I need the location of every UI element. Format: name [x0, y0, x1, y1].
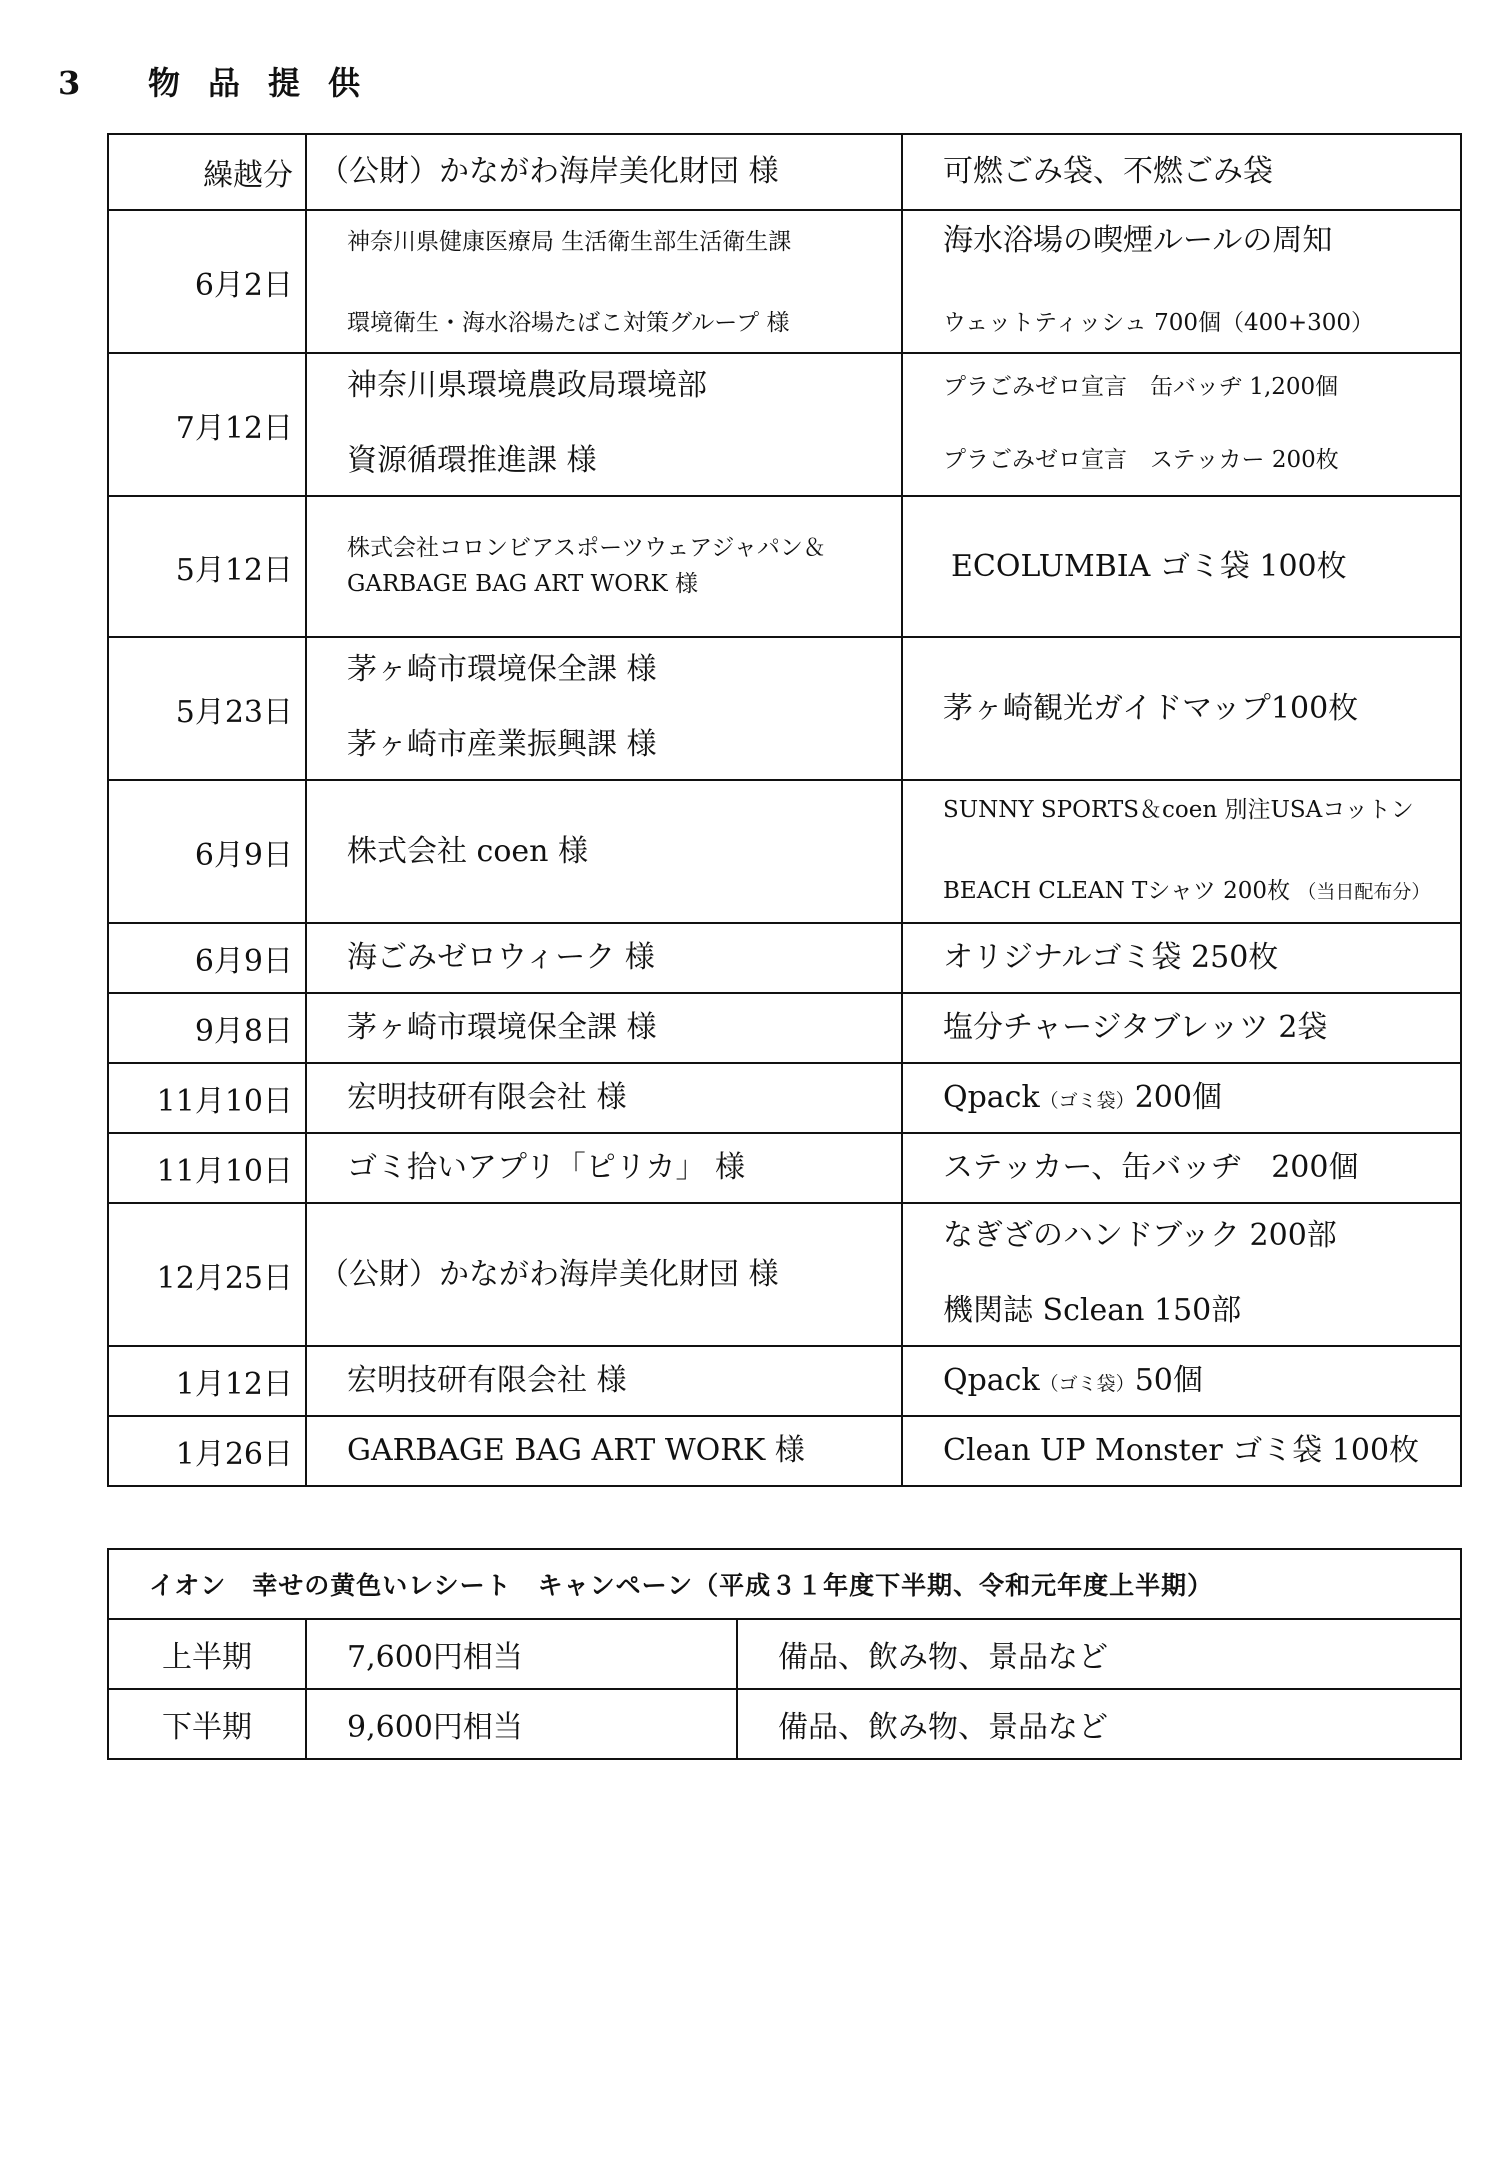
- table-row: [108, 134, 1461, 210]
- item-line: 海水浴場の喫煙ルールの周知: [943, 223, 1333, 258]
- campaign-period: （平成３１年度下半期、令和元年度上半期）: [693, 1571, 1214, 1600]
- item-line: BEACH CLEAN Tシャツ 200枚 （当日配布分）: [943, 878, 1431, 905]
- item-cell: オリジナルゴミ袋 250枚: [902, 923, 1461, 993]
- table-row: [108, 993, 1461, 1063]
- date-cell: 7月12日: [108, 353, 306, 496]
- date-cell: 6月9日: [108, 780, 306, 923]
- item-line: ウェットティッシュ 700個（400+300）: [943, 310, 1375, 337]
- section-heading: [58, 58, 388, 104]
- org-cell: 茅ヶ崎市環境保全課 様: [306, 993, 902, 1063]
- org-line: 茅ヶ崎市環境保全課 様: [347, 652, 657, 687]
- period-cell: 下半期: [108, 1689, 306, 1759]
- campaign-caption: イオン 幸せの黄色いレシート キャンペーン（平成３１年度下半期、令和元年度上半期）: [108, 1549, 1461, 1619]
- table-row: [108, 923, 1461, 993]
- org-line: 茅ヶ崎市産業振興課 様: [347, 727, 657, 762]
- item-line: プラごみゼロ宣言 ステッカー 200枚: [943, 447, 1339, 474]
- goods-cell: 備品、飲み物、景品など: [737, 1619, 1461, 1689]
- date-cell: 6月2日: [108, 210, 306, 353]
- table-row: [108, 780, 1461, 923]
- date-cell: 5月23日: [108, 637, 306, 780]
- item-cell: ECOLUMBIA ゴミ袋 100枚: [902, 496, 1461, 637]
- date-cell: 11月10日: [108, 1063, 306, 1133]
- goods-cell: 備品、飲み物、景品など: [737, 1689, 1461, 1759]
- item-cell: [902, 353, 1461, 496]
- org-cell: 海ごみゼロウィーク 様: [306, 923, 902, 993]
- table-row: [108, 637, 1461, 780]
- item-cell: 塩分チャージタブレッツ 2袋: [902, 993, 1461, 1063]
- date-cell: 9月8日: [108, 993, 306, 1063]
- table-row: [108, 1133, 1461, 1203]
- item-line: 機関誌 Sclean 150部: [943, 1293, 1242, 1328]
- item-cell: Clean UP Monster ゴミ袋 100枚: [902, 1416, 1461, 1486]
- table-row: [108, 1689, 1461, 1759]
- org-cell: [306, 637, 902, 780]
- date-cell: 1月12日: [108, 1346, 306, 1416]
- org-cell: ゴミ拾いアプリ「ピリカ」 様: [306, 1133, 902, 1203]
- org-cell: [306, 496, 902, 637]
- org-cell: [306, 353, 902, 496]
- org-cell: GARBAGE BAG ART WORK 様: [306, 1416, 902, 1486]
- donations-table: [107, 133, 1462, 1487]
- org-cell: （公財）かながわ海岸美化財団 様: [306, 134, 902, 210]
- amount-cell: 7,600円相当: [306, 1619, 737, 1689]
- table-row: [108, 1416, 1461, 1486]
- table-row: [108, 1346, 1461, 1416]
- section-number: 3: [58, 64, 81, 102]
- item-line: プラごみゼロ宣言 缶バッヂ 1,200個: [943, 374, 1339, 400]
- table-caption-row: [108, 1549, 1461, 1619]
- item-cell: Qpack（ゴミ袋）50個: [902, 1346, 1461, 1416]
- table-row: [108, 1063, 1461, 1133]
- date-cell: 1月26日: [108, 1416, 306, 1486]
- item-cell: [902, 780, 1461, 923]
- item-cell: [902, 1203, 1461, 1346]
- period-cell: 上半期: [108, 1619, 306, 1689]
- date-cell: 5月12日: [108, 496, 306, 637]
- item-cell: ステッカー、缶バッヂ 200個: [902, 1133, 1461, 1203]
- table-row: [108, 210, 1461, 353]
- org-line: 神奈川県健康医療局 生活衛生部生活衛生課: [347, 229, 792, 255]
- table-row: [108, 1203, 1461, 1346]
- org-line: 神奈川県環境農政局環境部: [347, 368, 707, 403]
- org-cell: 宏明技研有限会社 様: [306, 1063, 902, 1133]
- table-row: [108, 353, 1461, 496]
- item-line: なぎざのハンドブック 200部: [943, 1218, 1337, 1253]
- item-cell: [902, 210, 1461, 353]
- aeon-campaign-table: [107, 1548, 1462, 1760]
- date-cell: 6月9日: [108, 923, 306, 993]
- date-cell: 11月10日: [108, 1133, 306, 1203]
- date-cell: 繰越分: [108, 134, 306, 210]
- org-cell: 株式会社 coen 様: [306, 780, 902, 923]
- amount-cell: 9,600円相当: [306, 1689, 737, 1759]
- table-row: [108, 496, 1461, 637]
- section-title: 物品提供: [148, 64, 389, 102]
- org-cell: 宏明技研有限会社 様: [306, 1346, 902, 1416]
- item-cell: Qpack（ゴミ袋）200個: [902, 1063, 1461, 1133]
- item-cell: 可燃ごみ袋、不燃ごみ袋: [902, 134, 1461, 210]
- org-cell: （公財）かながわ海岸美化財団 様: [306, 1203, 902, 1346]
- item-note: （当日配布分）: [1297, 881, 1431, 904]
- org-line: 資源循環推進課 様: [347, 443, 597, 478]
- item-line: SUNNY SPORTS＆coen 別注USAコットン: [943, 797, 1414, 823]
- item-sub: （ゴミ袋）: [1039, 1373, 1135, 1395]
- item-cell: 茅ヶ崎観光ガイドマップ100枚: [902, 637, 1461, 780]
- item-sub: （ゴミ袋）: [1039, 1090, 1135, 1112]
- org-line: 環境衛生・海水浴場たばこ対策グループ 様: [347, 310, 790, 337]
- org-text: 株式会社コロンビアスポーツウェアジャパン＆GARBAGE BAG ART WORK 様: [347, 534, 826, 597]
- org-cell: [306, 210, 902, 353]
- date-cell: 12月25日: [108, 1203, 306, 1346]
- table-row: [108, 1619, 1461, 1689]
